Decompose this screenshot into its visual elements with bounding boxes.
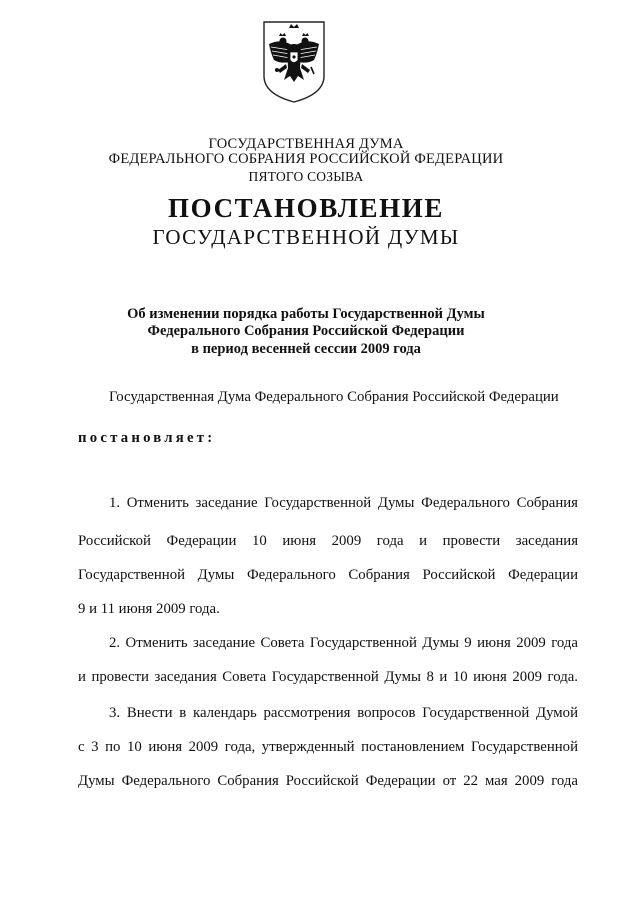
paragraph-3-line3: Думы Федерального Собрания Российской Федерации от 22 мая 2009 года: [78, 773, 578, 789]
paragraph-1-line3: Государственной Думы Федерального Собрания Российской Федерации: [78, 567, 578, 583]
intro-text: Государственная Дума Федерального Собрания Российской Федерации: [109, 389, 559, 405]
paragraph-2-line1: 2. Отменить заседание Совета Государственной Думы 9 июня 2009 года: [109, 635, 578, 651]
header-org-line1: ГОСУДАРСТВЕННАЯ ДУМА: [208, 136, 404, 152]
paragraph-2-line2: и провести заседания Совета Государственной Думы 8 и 10 июня 2009 года.: [78, 669, 578, 685]
double-headed-eagle-icon: [262, 20, 326, 104]
paragraph-1-line1: 1. Отменить заседание Государственной Думы Федерального Собрания: [109, 495, 578, 511]
document-title: ПОСТАНОВЛЕНИЕ: [168, 193, 444, 223]
document-subtitle: ГОСУДАРСТВЕННОЙ ДУМЫ: [152, 225, 460, 249]
subject-line1: Об изменении порядка работы Государственной Думы: [127, 306, 485, 322]
resolves-word: постановляет:: [78, 430, 216, 446]
header-convocation: ПЯТОГО СОЗЫВА: [248, 169, 364, 184]
paragraph-1-line2: Российской Федерации 10 июня 2009 года и провести заседания: [78, 533, 578, 549]
paragraph-3-line1: 3. Внести в календарь рассмотрения вопросов Государственной Думой: [109, 705, 578, 721]
subject-line2: Федерального Собрания Российской Федерации: [147, 323, 465, 339]
header-org-line2: ФЕДЕРАЛЬНОГО СОБРАНИЯ РОССИЙСКОЙ ФЕДЕРАЦИИ: [108, 151, 504, 167]
coat-of-arms-emblem: [262, 20, 326, 104]
subject-line3: в период весенней сессии 2009 года: [191, 341, 421, 357]
paragraph-1-line4: 9 и 11 июня 2009 года.: [78, 601, 220, 617]
paragraph-3-line2: с 3 по 10 июня 2009 года, утвержденный постановлением Государственной: [78, 739, 578, 755]
